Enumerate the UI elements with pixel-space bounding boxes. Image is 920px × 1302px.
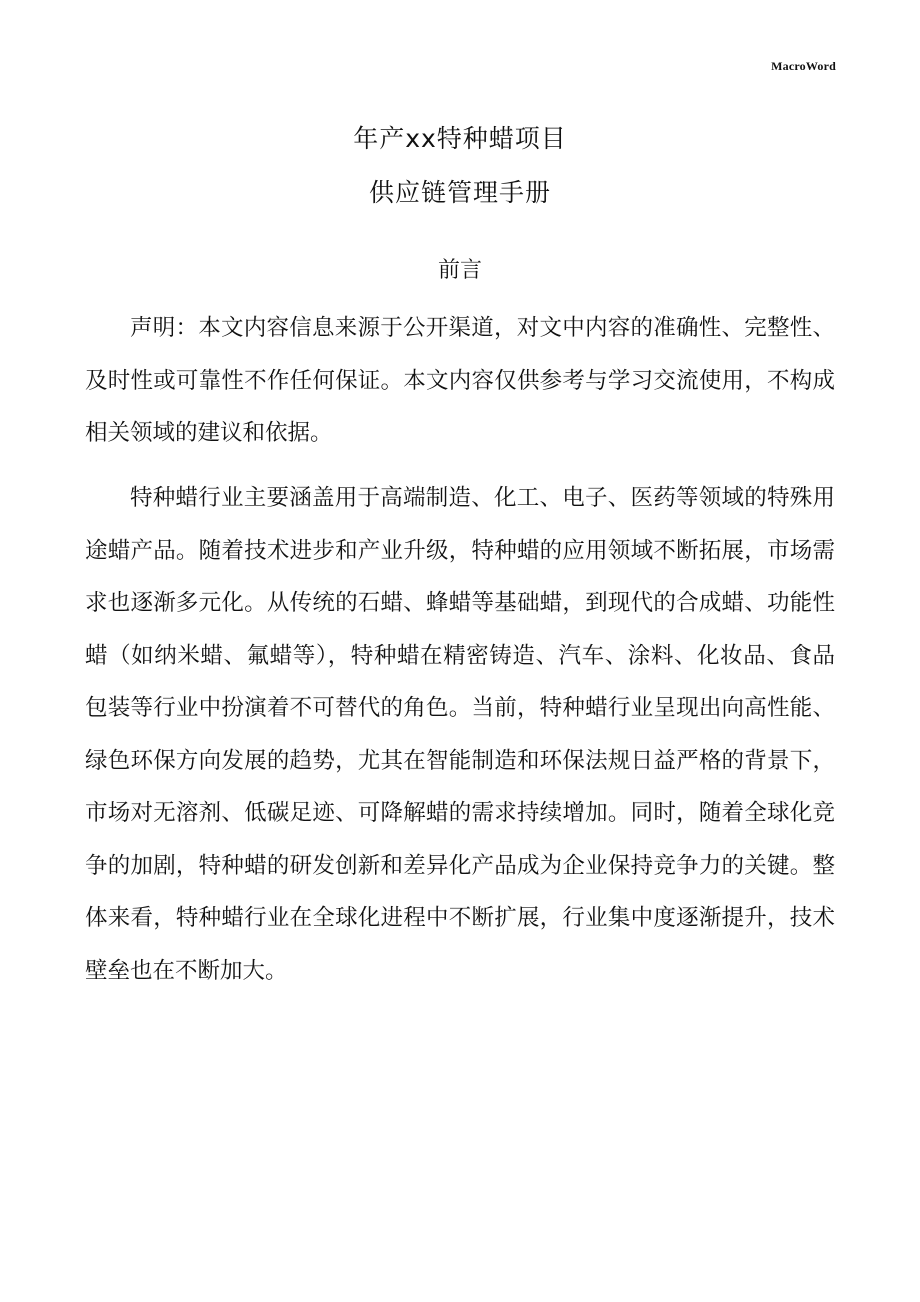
- paragraph-disclaimer: 声明：本文内容信息来源于公开渠道，对文中内容的准确性、完整性、及时性或可靠性不作任何保证。本文内容仅供参考与学习交流使用，不构成相关领域的建议和依据。: [85, 315, 835, 446]
- header-watermark: MacroWord: [771, 59, 836, 73]
- section-heading-preface: 前言: [437, 258, 482, 283]
- document-title: 年产xx特种蜡项目: [353, 124, 567, 153]
- document-subtitle: 供应链管理手册: [368, 178, 551, 207]
- paragraph-industry-overview: 特种蜡行业主要涵盖用于高端制造、化工、电子、医药等领域的特殊用途蜡产品。随着技术进步和产业升级，特种蜡的应用领域不断拓展，市场需求也逐渐多元化。从传统的石蜡、蜂蜡等基础蜡，到现代的合成蜡、功能性蜡（如纳米蜡、氟蜡等），特种蜡在精密铸造、汽车、涂料、化妆品、食品包装等行业中扮演着不可替代的角色。当前，特种蜡行业呈现出向高性能、绿色环保方向发展的趋势，尤其在智能制造和环保法规日益严格的背景下，市场对无溶剂、低碳足迹、可降解蜡的需求持续增加。同时，随着全球化竞争的加剧，特种蜡的研发创新和差异化产品成为企业保持竞争力的关键。整体来看，特种蜡行业在全球化进程中不断扩展，行业集中度逐渐提升，技术壁垒也在不断加大。: [85, 485, 835, 984]
